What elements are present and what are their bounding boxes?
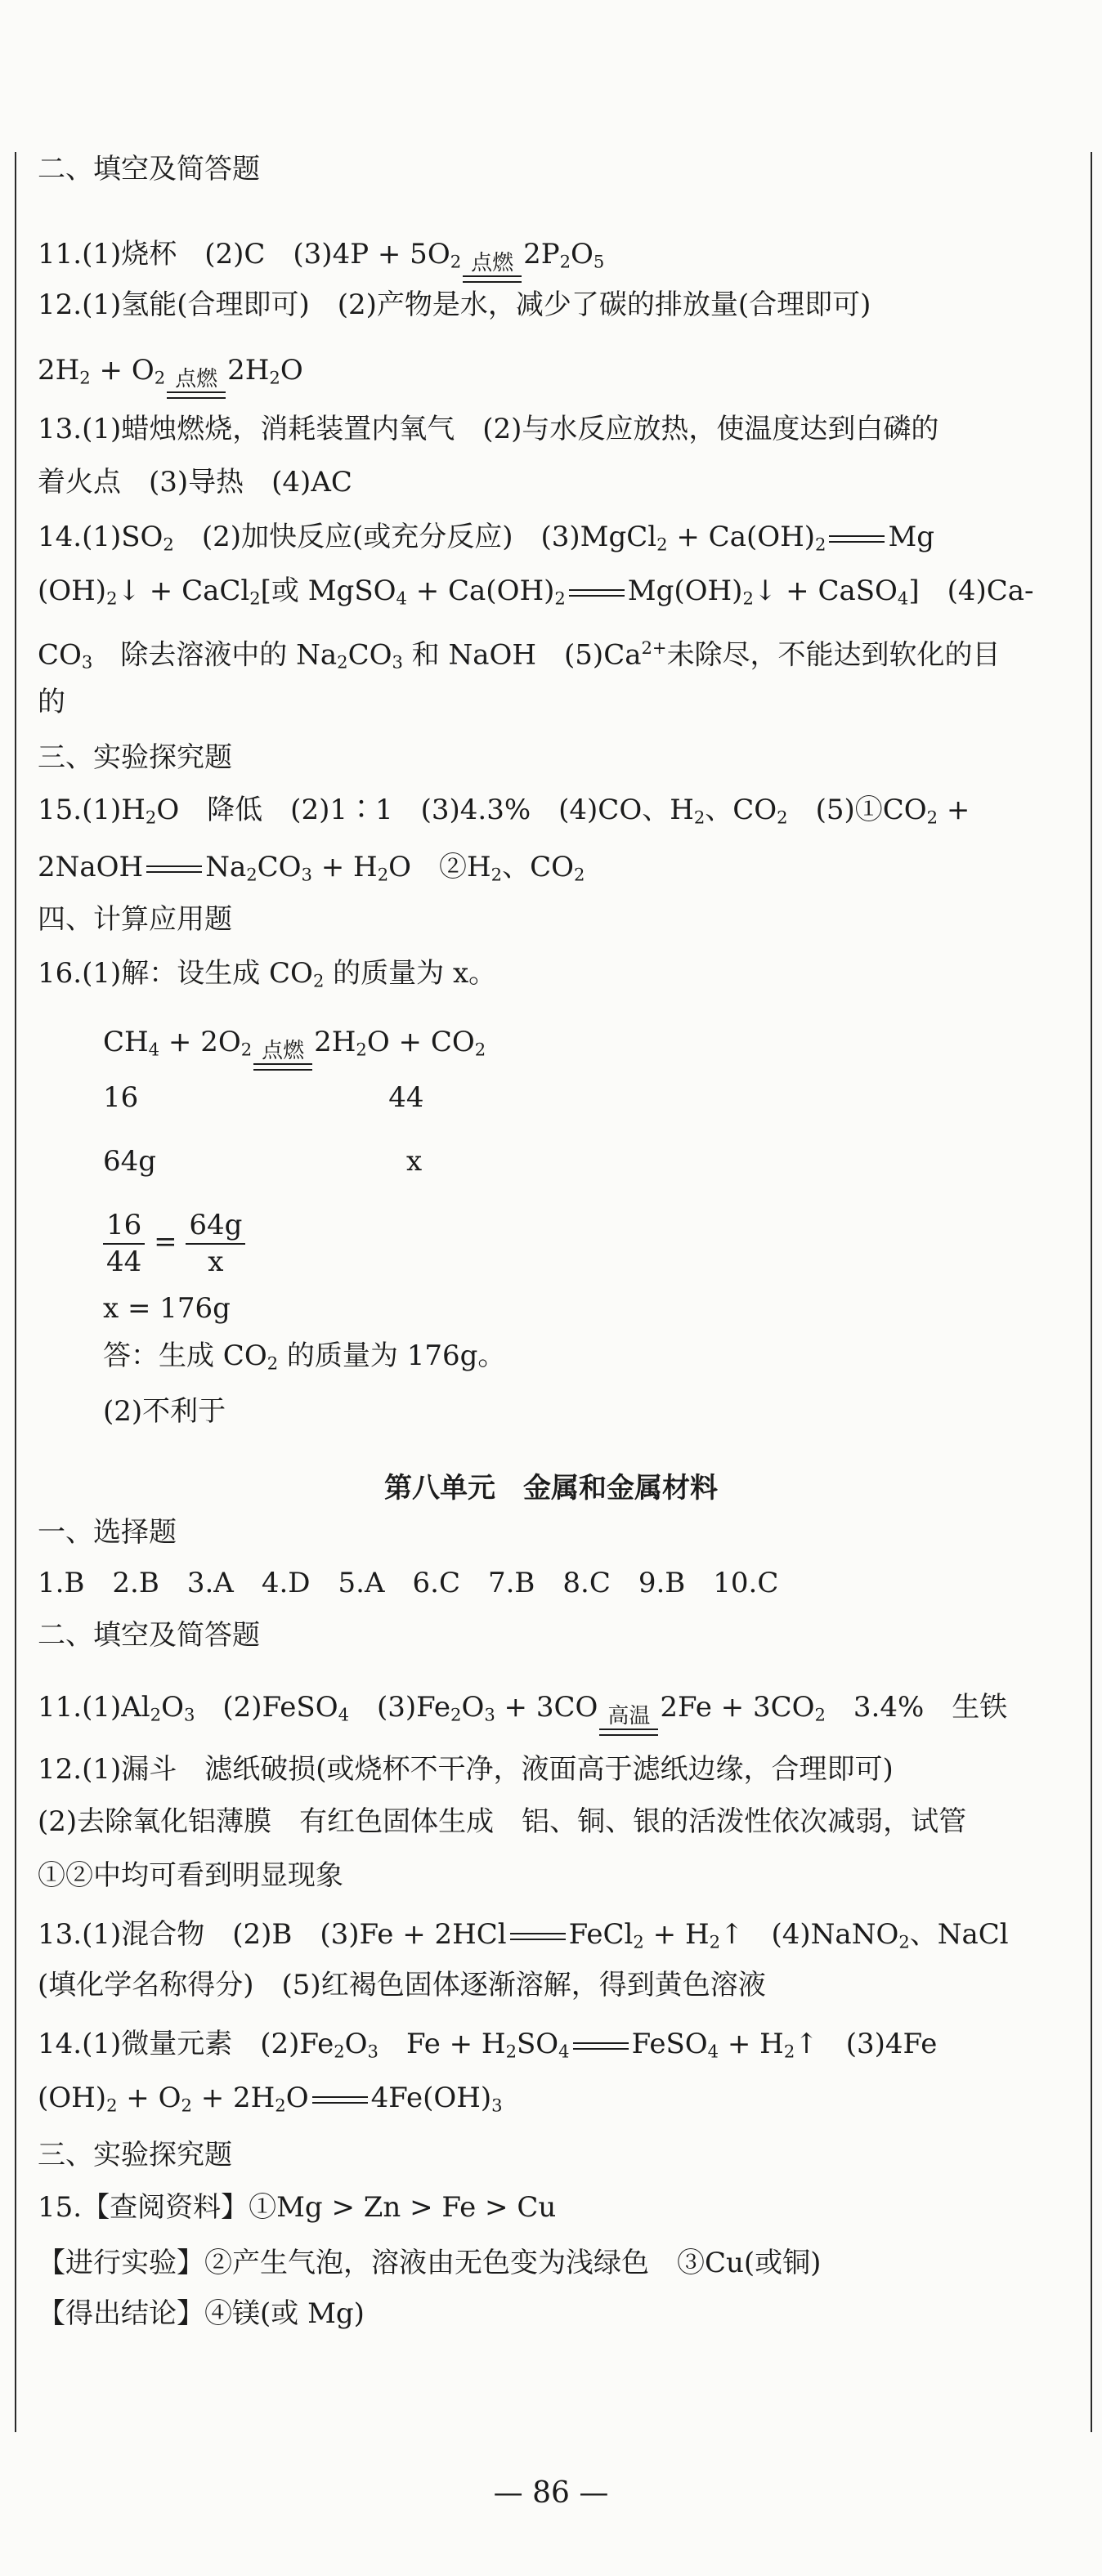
text-run: Na [205,851,247,883]
subscript: 2 [106,588,118,609]
text-run: 11.(1)Al [38,1691,150,1724]
text-run: 14.(1)微量元素 (2)Fe [38,2028,334,2060]
text-run: FeCl [568,1918,634,1951]
subscript: 4 [396,588,407,609]
text-run: (OH) [38,575,107,607]
subscript: 2 [554,588,566,609]
subscript: 2 [709,1931,721,1952]
subscript: 2 [106,2095,118,2116]
subscript: 4 [148,1039,160,1060]
answer-line [38,235,604,283]
text-run: 的质量为 x。 [324,957,497,990]
answer-line [38,1688,1007,1736]
answer-line [38,2244,821,2282]
equals-bar [463,275,522,283]
text-run: ①②中均可看到明显现象 [38,1859,343,1892]
equals-sign [573,2042,629,2050]
text-run: + O [90,354,155,387]
text-run: 的质量为 176g。 [278,1339,506,1372]
text-run: 2NaOH [38,851,144,883]
subscript: 2 [742,588,754,609]
answer-line [38,791,970,836]
text-run: 二、填空及简答题 [38,1619,260,1652]
subscript: 2 [815,534,826,555]
denominator: 44 [106,1245,142,1278]
text-run: Mg [888,521,935,553]
text-run: + O [117,2082,181,2114]
subscript: 2 [450,251,462,272]
answer-line [38,1751,894,1788]
fraction [186,1208,245,1279]
text-run: 64g x [103,1145,423,1178]
text-run: 答：生成 CO [103,1339,267,1372]
text-run: ↑ (4)NaNO [720,1918,899,1951]
denominator: x [208,1245,224,1278]
answer-line [38,1617,260,1654]
text-run: O [461,1691,485,1724]
text-run: 【得出结论】④镁(或 Mg) [38,2297,365,2330]
subscript: 2 [154,367,166,388]
text-run: O + CO [366,1026,475,1058]
text-run: + Ca(OH) [406,575,555,607]
text-run: 、CO [502,851,574,883]
subscript: 2 [150,1704,162,1725]
text-run: O [161,1691,184,1724]
answer-line [38,1857,343,1894]
equals-sign [510,1933,566,1940]
text-run: + H [643,1918,710,1951]
answer-line [38,1966,766,2004]
subscript: 2 [249,588,261,609]
subscript: 2 [814,1704,826,1725]
subscript: 2 [474,1039,486,1060]
text-run: SO [517,2028,559,2060]
subscript: 2 [356,1039,367,1060]
answer-line [103,1079,424,1116]
text-run: 16 44 [103,1081,424,1114]
text-run: 、NaCl [909,1918,1009,1951]
equals-bar [599,1729,658,1736]
text-run: (5)①CO [787,794,927,826]
text-run: O [280,354,303,387]
text-run: CO [347,638,392,672]
answer-line [38,955,496,1000]
subscript: 2 [777,807,788,828]
answer-line [38,410,938,448]
answer-line [103,1393,226,1430]
text-run: + H [311,851,378,883]
text-run: 1.B 2.B 3.A 4.D 5.A 6.C 7.B 8.C 9.B 10.C [38,1567,779,1599]
text-run: (3)Fe [349,1691,451,1724]
text-run: 4Fe(OH) [370,2082,492,2114]
text-run: 2H [314,1026,356,1058]
text-run: O [571,238,594,271]
subscript: 4 [897,588,909,609]
text-run: 一、选择题 [38,1516,177,1549]
text-run: CO [38,638,82,672]
reaction-condition [463,253,522,283]
text-run: (OH) [38,2082,107,2114]
subscript: 2 [163,534,174,555]
equals-sign [569,589,625,597]
answer-line [103,1208,245,1279]
subscript: 5 [593,251,605,272]
condition-text: 点燃 [175,367,218,391]
subscript: 4 [707,2041,719,2062]
text-run: O [285,2082,309,2114]
text-run: O 降低 (2)1∶1 (3)4.3% (4)CO、H [156,794,694,826]
subscript: 2 [79,367,91,388]
text-run: 着火点 (3)导热 (4)AC [38,466,352,499]
text-run: (填化学名称得分) (5)红褐色固体逐渐溶解，得到黄色溶液 [38,1969,766,2001]
answer-line [38,2295,365,2332]
subscript: 3 [491,2095,503,2116]
subscript: 2 [898,1931,910,1952]
text-run: 14.(1)SO [38,521,164,553]
text-run: 3.4% 生铁 [825,1691,1008,1724]
subscript: 4 [558,2041,570,2062]
superscript: 2+ [641,637,667,658]
answer-line [38,463,352,501]
subscript: 3 [301,864,312,885]
unit-8-heading: 第八单元 金属和金属材料 [384,1472,718,1505]
text-run: 2P [523,238,560,271]
text-run: 二、填空及简答题 [38,153,260,186]
subscript: 2 [573,864,585,885]
text-run: FeSO [631,2028,708,2060]
answer-line [38,1916,1009,1961]
answer-line [38,572,1034,617]
answer-line [103,1337,505,1382]
answer-line [38,2025,937,2070]
subscript: 3 [367,2041,379,2062]
subscript: 2 [246,864,258,885]
answer-line [38,848,585,893]
text-run: (2)FeSO [195,1691,338,1724]
text-run: 2Fe + 3CO [660,1691,815,1724]
page-number: — 86 — [493,2476,609,2510]
fraction [103,1208,145,1279]
answer-line [38,1564,778,1602]
text-run: ↑ (3)4Fe [795,2028,938,2060]
answer-line [103,1290,231,1327]
text-run: 16.(1)解：设生成 CO [38,957,313,990]
numerator: 16 [103,1208,145,1245]
condition-text: 高温 [607,1704,651,1729]
subscript: 2 [656,534,668,555]
equals-sign [312,2096,368,2104]
text-run: 2H [38,354,80,387]
subscript: 2 [240,1039,253,1060]
subscript: 2 [377,864,389,885]
subscript: 2 [926,807,938,828]
condition-text: 点燃 [262,1039,305,1063]
text-run: 13.(1)混合物 (2)B (3)Fe + 2HCl [38,1918,507,1951]
subscript: 2 [783,2041,795,2062]
text-run: + [938,794,970,826]
text-run: (2)不利于 [103,1395,226,1428]
text-run: 12.(1)氢能(合理即可) (2)产物是水，减少了碳的排放量(合理即可) [38,288,871,321]
subscript: 2 [450,1704,462,1725]
answer-line [38,2136,232,2174]
subscript: 2 [693,807,706,828]
text-run: 未除尽，不能达到软化的目 [666,638,1001,672]
text-run: Mg(OH) [627,575,743,607]
text-run: ↓ + CaSO [753,575,898,607]
equals-bar [167,391,226,399]
text-run: (2)加快反应(或充分反应) (3)MgCl [173,521,657,553]
subscript: 3 [484,1704,495,1725]
subscript: 2 [145,807,157,828]
answer-line [38,2189,556,2226]
text-run: + H [719,2028,784,2060]
subscript: 4 [338,1704,349,1725]
text-run: ] (4)Ca- [908,575,1034,607]
subscript: 2 [269,367,280,388]
text-run: 四、计算应用题 [38,903,232,936]
answer-line [103,1023,486,1071]
answer-line [38,739,232,776]
answer-line [38,683,65,721]
subscript: 3 [392,651,403,673]
answer-line [38,901,232,938]
equals-sign [829,535,885,543]
text-run: CH [103,1026,149,1058]
text-run: 除去溶液中的 Na [92,638,338,672]
text-run: 11.(1)烧杯 (2)C (3)4P + 5O [38,238,450,271]
answer-line [38,1803,966,1840]
subscript: 2 [491,864,503,885]
answer-line [38,150,260,188]
reaction-condition [599,1706,658,1736]
subscript: 2 [181,2095,192,2116]
subscript: 2 [275,2095,286,2116]
text-run: 、CO [705,794,777,826]
subscript: 2 [559,251,571,272]
text-run: CO [257,851,302,883]
answer-line [38,2079,503,2124]
answer-line [38,351,303,399]
answer-line [38,286,871,324]
text-run: O [344,2028,368,2060]
subscript: 3 [183,1704,195,1725]
text-run: (2)去除氧化铝薄膜 有红色固体生成 铝、铜、银的活泼性依次减弱，试管 [38,1805,967,1838]
text-run: O ②H [388,851,491,883]
text-run: + Ca(OH) [667,521,816,553]
text-run: [或 MgSO [260,575,396,607]
subscript: 2 [505,2041,517,2062]
text-run: 【进行实验】②产生气泡，溶液由无色变为浅绿色 ③Cu(或铜) [38,2247,822,2279]
text-run: Fe + H [378,2028,506,2060]
subscript: 2 [334,2041,345,2062]
text-run: 15.【查阅资料】①Mg > Zn > Fe > Cu [38,2191,557,2224]
reaction-condition [253,1040,312,1071]
answer-line [103,1143,422,1180]
text-run: x = 176g [103,1292,231,1325]
numerator: 64g [186,1208,245,1245]
text-run: + 3CO [495,1691,598,1724]
text-run: 三、实验探究题 [38,2139,232,2171]
subscript: 2 [267,1353,279,1374]
condition-text: 点燃 [471,251,514,275]
text-run: 15.(1)H [38,794,146,826]
answer-line [38,629,1001,682]
text-run: + 2H [191,2082,276,2114]
answer-line [38,518,934,563]
text-run: 三、实验探究题 [38,741,232,774]
text-run: 13.(1)蜡烛燃烧，消耗装置内氧气 (2)与水反应放热，使温度达到白磷的 [38,413,939,445]
subscript: 2 [337,651,348,673]
text-run: = [145,1225,186,1259]
equals-sign [146,865,202,873]
subscript: 2 [633,1931,644,1952]
equals-bar [253,1063,312,1071]
subscript: 2 [312,970,325,991]
text-run: 12.(1)漏斗 滤纸破损(或烧杯不干净，液面高于滤纸边缘，合理即可) [38,1753,894,1786]
text-run: 2H [227,354,270,387]
text-run: + 2O [159,1026,241,1058]
answer-line [38,1514,177,1551]
text-run: 的 [38,686,65,718]
text-run: ↓ + CaCl [117,575,250,607]
subscript: 3 [81,651,93,673]
text-run: 和 NaOH (5)Ca [402,638,642,672]
reaction-condition [167,369,226,399]
